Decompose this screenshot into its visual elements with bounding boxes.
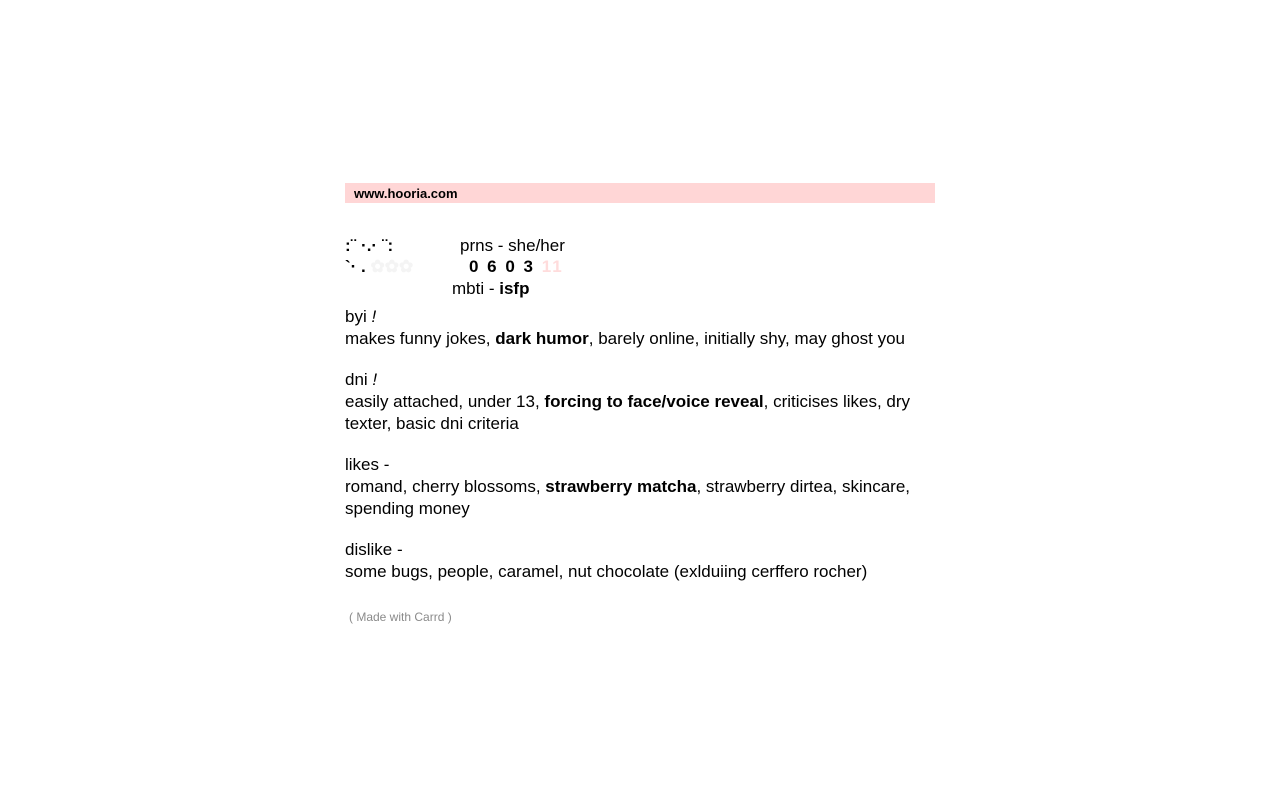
mbti-label: mbti - (452, 279, 500, 298)
birthday-digits-light: 11 (541, 257, 564, 276)
profile-page (345, 183, 935, 624)
section-body-dni: easily attached, under 13, forcing to face/voice reveal, criticises likes, dry texter, basic dni criteria (345, 392, 911, 433)
birthday-digits-main: 0 6 0 3 (469, 257, 535, 276)
profile-header (345, 203, 935, 298)
section-body-byi: makes funny jokes, dark humor, barely online, initially shy, may ghost you (345, 329, 906, 348)
profile-sections (345, 306, 935, 583)
section-title-dislike: dislike - (345, 540, 403, 559)
made-with-carrd-link[interactable]: ( Made with Carrd ) (349, 610, 452, 624)
mbti-value: isfp (499, 279, 530, 298)
section-title-byi: byi ! (345, 307, 377, 326)
site-url-bar[interactable] (345, 183, 935, 203)
mbti-text (452, 279, 529, 299)
birthday-digits (469, 257, 564, 277)
section-body-dislike: some bugs, people, caramel, nut chocolate (exlduiing cerffero rocher) (345, 562, 868, 581)
section-title-dni: dni ! (345, 370, 378, 389)
section-byi (345, 306, 935, 350)
section-likes (345, 454, 935, 520)
pronouns-text: prns - she/her (460, 236, 565, 255)
decorative-text-line-1: :¨ ·.· ¨: (345, 236, 394, 255)
section-dislike (345, 539, 935, 583)
section-title-likes: likes - (345, 455, 390, 474)
decorative-faint-glyphs: ✿✿✿ (370, 257, 414, 276)
section-dni (345, 369, 935, 435)
decorative-text-line-2 (345, 257, 413, 277)
section-body-likes: romand, cherry blossoms, strawberry matcha, strawberry dirtea, skincare, spending money (345, 477, 910, 518)
decorative-dots: `· . (345, 257, 366, 276)
site-url[interactable]: www.hooria.com (354, 185, 458, 201)
